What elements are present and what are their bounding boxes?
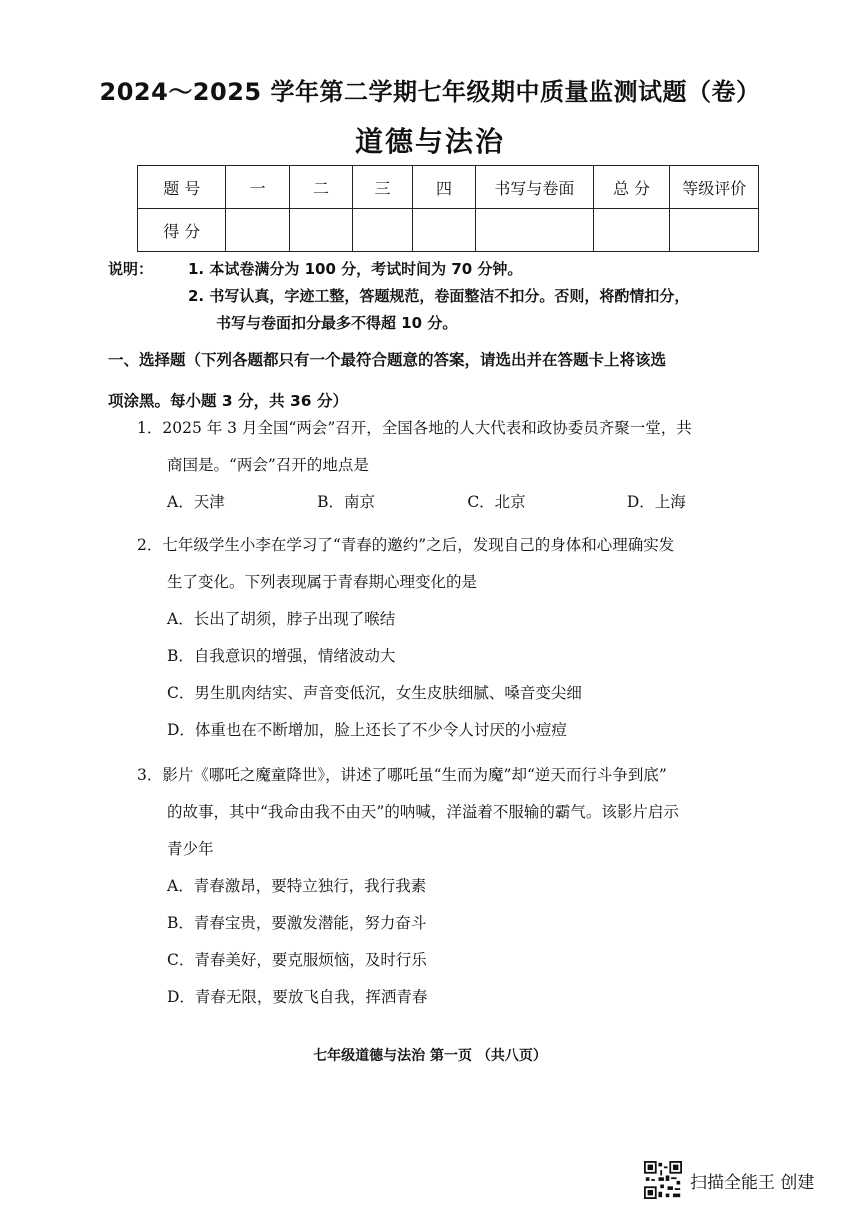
question-stem: 的故事，其中“我命由我不由天”的呐喊，洋溢着不服输的霸气。该影片启示 bbox=[167, 803, 679, 821]
score-input-cell[interactable] bbox=[412, 209, 475, 252]
score-input-cell[interactable] bbox=[289, 209, 352, 252]
score-table-score-row bbox=[138, 209, 759, 252]
score-input-cell[interactable] bbox=[476, 209, 593, 252]
option-b[interactable]: B．青春宝贵，要激发潜能，努力奋斗 bbox=[167, 914, 427, 932]
exam-title: 2024～2025 学年第二学期七年级期中质量监测试题（卷） bbox=[99, 78, 761, 106]
watermark-text: 扫描全能王 创建 bbox=[690, 1172, 815, 1193]
section-heading-line: 项涂黑。每小题 3 分，共 36 分） bbox=[108, 392, 348, 410]
option-b[interactable]: B．自我意识的增强，情绪波动大 bbox=[167, 647, 396, 665]
page-footer: 七年级道德与法治 第一页 （共八页） bbox=[313, 1048, 547, 1064]
option-c[interactable]: C．青春美好，要克服烦恼，及时行乐 bbox=[167, 951, 427, 969]
option-a[interactable]: A．长出了胡须，脖子出现了喉结 bbox=[167, 610, 396, 628]
score-cell: 等级评价 bbox=[670, 166, 759, 209]
question-stem: 1．2025 年 3 月全国“两会”召开，全国各地的人大代表和政协委员齐聚一堂，共 bbox=[137, 419, 692, 437]
option-d[interactable]: D．上海 bbox=[626, 493, 686, 511]
score-cell: 三 bbox=[353, 166, 413, 209]
option-c[interactable]: C．男生肌肉结实、声音变低沉，女生皮肤细腻、嗓音变尖细 bbox=[167, 684, 582, 702]
note-item-1: 1. 本试卷满分为 100 分，考试时间为 70 分钟。 bbox=[188, 260, 523, 278]
question-3 bbox=[137, 757, 777, 1016]
option-a[interactable]: A．青春激昂，要特立独行，我行我素 bbox=[167, 877, 427, 895]
qr-code-icon bbox=[644, 1161, 682, 1199]
score-cell: 总 分 bbox=[593, 166, 670, 209]
question-stem: 青少年 bbox=[167, 840, 214, 858]
score-table-header-row bbox=[138, 166, 759, 209]
score-input-cell[interactable] bbox=[353, 209, 413, 252]
question-1 bbox=[137, 410, 777, 521]
score-cell: 得 分 bbox=[138, 209, 226, 252]
question-stem: 生了变化。下列表现属于青春期心理变化的是 bbox=[167, 573, 478, 591]
option-b[interactable]: B．南京 bbox=[317, 493, 376, 511]
question-stem: 3．影片《哪吒之魔童降世》，讲述了哪吒虽“生而为魔”却“逆天而行斗争到底” bbox=[137, 766, 667, 784]
score-cell: 二 bbox=[289, 166, 352, 209]
scanner-watermark bbox=[644, 1160, 814, 1200]
option-a[interactable]: A．天津 bbox=[167, 493, 225, 511]
exam-subject: 道德与法治 bbox=[354, 125, 505, 158]
option-d[interactable]: D．青春无限，要放飞自我，挥洒青春 bbox=[167, 988, 428, 1006]
score-table bbox=[137, 165, 759, 252]
score-input-cell[interactable] bbox=[670, 209, 759, 252]
option-d[interactable]: D．体重也在不断增加，脸上还长了不少令人讨厌的小痘痘 bbox=[167, 721, 567, 739]
score-cell: 四 bbox=[412, 166, 475, 209]
score-input-cell[interactable] bbox=[226, 209, 289, 252]
score-input-cell[interactable] bbox=[593, 209, 670, 252]
question-stem: 商国是。“两会”召开的地点是 bbox=[167, 456, 369, 474]
score-cell: 题 号 bbox=[138, 166, 226, 209]
score-cell: 一 bbox=[226, 166, 289, 209]
option-row bbox=[137, 484, 777, 521]
option-c[interactable]: C．北京 bbox=[467, 493, 526, 511]
notes-label: 说明： bbox=[108, 260, 154, 278]
question-stem: 2．七年级学生小李在学习了“青春的邀约”之后，发现自己的身体和心理确实发 bbox=[137, 536, 675, 554]
question-2 bbox=[137, 527, 777, 749]
score-cell: 书写与卷面 bbox=[476, 166, 593, 209]
section-heading-line: 一、选择题（下列各题都只有一个最符合题意的答案，请选出并在答题卡上将该选 bbox=[108, 351, 667, 369]
note-item-2-cont: 书写与卷面扣分最多不得超 10 分。 bbox=[216, 314, 458, 332]
exam-notes bbox=[108, 256, 768, 337]
note-item-2: 2. 书写认真，字迹工整，答题规范，卷面整洁不扣分。否则，将酌情扣分， bbox=[188, 287, 690, 305]
